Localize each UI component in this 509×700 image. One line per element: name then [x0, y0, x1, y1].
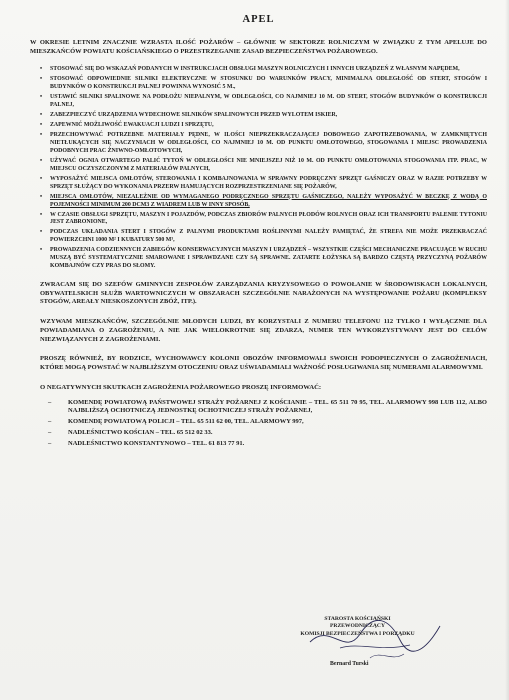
list-item: • STOSOWAĆ SIĘ DO WSKAZAŃ PODANYCH W INSTRUKCJACH OBSŁUGI MASZYN ROLNICZYCH I INNYCH URZĄDZEŃ Z WŁASNYM NAPĘDEM, [40, 66, 487, 74]
list-item: • STOSOWAĆ ODPOWIEDNIE SILNIKI ELEKTRYCZNE W STOSUNKU DO WARUNKÓW PRACY, MINIMALNA ODLEGŁOŚĆ OD STERT, STOGÓW I BUDYNKÓW O KONSTRUKCJI PALNEJ POWINNA WYNOSIĆ 5 M., [40, 76, 487, 92]
signature-committee: KOMISJI BEZPIECZEŃSTWA I PORZĄDKU [300, 630, 415, 637]
list-item-underlined: • MIEJSCA OMŁOTÓW, NIEZALEŻNIE OD WYMAGANEGO PODRĘCZNEGO SPRZĘTU GAŚNICZEGO, NALEŻY WYPOSAŻYĆ W BECZKĘ Z WODĄ O POJEMNOŚCI MINIMUM 200 DCM3 Z WIADREM LUB W INNY SPOSÓB, [40, 194, 487, 210]
appeal-paragraph-emergency-number: WZYWAM MIESZKAŃCÓW, SZCZEGÓLNIE MŁODYCH LUDZI, BY KORZYSTALI Z NUMERU TELEFONU 112 TYLKO I WYŁĄCZNIE DLA POWIADAMIANA O ZAGROŻENIU, A NIE JAK WIELOKROTNIE SIĘ ZDARZA, NUMER TEN WYKORZYSTYWANY JEST DO CELÓW NIEZWIĄZANYCH Z ZAGROŻENIAMI. [40, 318, 487, 343]
signature-block [270, 616, 445, 638]
appeal-paragraph-parents: PROSZĘ RÓWNIEŻ, BY RODZICE, WYCHOWAWCY KOLONII OBOZÓW INFORMOWALI SWOICH PODOPIECZNYCH O ZAGROŻENIACH, KTÓRE MOGĄ POWSTAĆ W NAJBLIŻSZYM OTOCZENIU ORAZ UŚWIADAMIALI WAŻNOŚĆ POSŁUGIWANIA SIĘ NUMERAMI ALARMOWYMI. [40, 355, 487, 371]
list-item: • ZABEZPIECZYĆ URZĄDZENIA WYDECHOWE SILNIKÓW SPALINOWYCH PRZED WYLOTEM ISKIER, [40, 112, 487, 120]
signature-role: PRZEWODNICZĄCY [329, 623, 385, 630]
signature-title: STAROSTA KOŚCIAŃSKI [324, 616, 391, 622]
list-item: • USTAWIĆ SILNIKI SPALINOWE NA PODŁOŻU NIEPALNYM, W ODLEGŁOŚCI, CO NAJMNIEJ 10 M. OD STERT, STOGÓW BUDYNKÓW O KONSTRUKCJI PALNEJ, [40, 94, 487, 110]
list-item: • UŻYWAĆ OGNIA OTWARTEGO PALIĆ TYTOŃ W ODLEGŁOŚCI NIE MNIEJSZEJ NIŻ 10 M. OD PUNKTU OMŁOTOWANIA STOGOWANIA ITP. PRAC, W MIEJSCU OCZYSZCZONYM Z MATERIAŁÓW PALNYCH, [40, 158, 487, 174]
appeal-paragraph-crisis-teams: ZWRACAM SIĘ DO SZEFÓW GMINNYCH ZESPOŁÓW ZARZĄDZANIA KRYZYSOWEGO O POWOŁANIE W ŚRODOWISKACH LOKALNYCH, OBYWATELSKICH SŁUŻB WARTOWNICZYCH W OBSZARACH SZCZEGÓLNIE NARAŻONYCH NA WYSTĘPOWANIE POŻARU (KOMPLEKSY STOGÓW, AREAŁY NIESKOSZONYCH ZBÓŻ, ITP.). [40, 281, 487, 306]
contact-item: – NADLEŚNICTWO KONSTANTYNOWO – TEL. 61 813 77 91. [48, 440, 487, 449]
list-item: • W CZASIE OBSŁUGI SPRZĘTU, MASZYN I POJAZDÓW, PODCZAS ZBIORÓW PALNYCH PŁODÓW ROLNYCH ORAZ ICH TRANSPORTU PALENIE TYTONIU JEST ZABRONIONE, [40, 212, 487, 228]
contacts-list [30, 399, 487, 449]
list-item: • ZAPEWNIĆ MOŻLIWOŚĆ EWAKUACJI LUDZI I SPRZĘTU, [40, 122, 487, 130]
intro-paragraph: W OKRESIE LETNIM ZNACZNIE WZRASTA ILOŚĆ POŻARÓW – GŁÓWNIE W SEKTORZE ROLNICZYM W ZWIĄZKU Z TYM APELUJE DO MIESZKAŃCÓW POWIATU KOŚCIAŃSKIEGO O PRZESTRZEGANIE ZASAD BEZPIECZEŃSTWA POŻAROWEGO. [30, 39, 487, 55]
list-item: • PROWADZENIA CODZIENNYCH ZABIEGÓW KONSERWACYJNYCH MASZYN I URZĄDZEŃ – WSZYSTKIE CZĘŚCI MECHANICZNE PRACUJĄCE W RUCHU MUSZĄ BYĆ SYSTEMATYCZNIE SMAROWANE I SPRAWDZANE CZY SĄ SPRAWNE. ZATARTE ŁOŻYSKA SĄ BARDZO CZĘSTĄ PRZYCZYNĄ POŻARÓW KOMBAJNÓW CZY PRAS DO SŁOMY. [40, 247, 487, 271]
list-item: • PRZECHOWYWAĆ POTRZEBNE MATERIAŁY PĘDNE, W ILOŚCI NIEPRZEKRACZAJĄCEJ DOBOWEGO ZAPOTRZEBOWANIA, W ZAMKNIĘTYCH NIETŁUKĄCYCH SIĘ NACZYNIACH W ODLEGŁOŚCI, CO NAJMNIEJ 10 M. OD PUNKTU OMŁOTOWEGO, STOGOWANIA I MIEJSC PROWADZENIA PODOBNYCH PRAC ŻNIWNO-OMŁOTOWYCH, [40, 132, 487, 156]
document-title: APEL [242, 14, 275, 25]
safety-rules-list [30, 66, 487, 271]
list-item: • PODCZAS UKŁADANIA STERT I STOGÓW Z PALNYMI PRODUKTAMI ROŚLINNYMI NALEŻY PAMIĘTAĆ, ŻE STREFA NIE MOŻE PRZEKRACZAĆ POWIERZCHNI 1000 M² I KUBATURY 500 M³, [40, 229, 487, 245]
contact-item: – KOMENDĘ POWIATOWĄ PAŃSTWOWEJ STRAŻY POŻARNEJ Z KOŚCIANIE – TEL. 65 511 70 95, TEL. ALARMOWY 998 LUB 112, ALBO NAJBLIŻSZĄ OCHOTNICZĄ JEDNOSTKĘ OCHOTNICZEJ STRAŻY POŻARNEJ, [48, 399, 487, 417]
list-item: • WYPOSAŻYĆ MIEJSCA OMŁOTÓW, STEROWANIA I KOMBAJNOWANIA W SPRAWNY PODRĘCZNY SPRZĘT GAŚNICZY ORAZ W RAZIE POTRZEBY W SPRZĘT SŁUŻĄCY DO WYKONANIA PRZERW HAMUJĄCYCH ROZPRZESTRZENIANE SIĘ POŻARÓW, [40, 176, 487, 192]
contacts-heading: O NEGATYWNYCH SKUTKACH ZAGROŻENIA POŻAROWEGO PROSZĘ INFORMOWAĆ: [40, 383, 322, 391]
contact-item: – KOMENDĘ POWIATOWĄ POLICJI – TEL. 65 511 62 00, TEL. ALARMOWY 997, [48, 418, 487, 427]
page-edge-shadow [505, 0, 509, 700]
contact-item: – NADLEŚNICTWO KOŚCIAN – TEL. 65 512 02 33. [48, 429, 487, 438]
signature-name: Bernard Turski [330, 661, 369, 667]
